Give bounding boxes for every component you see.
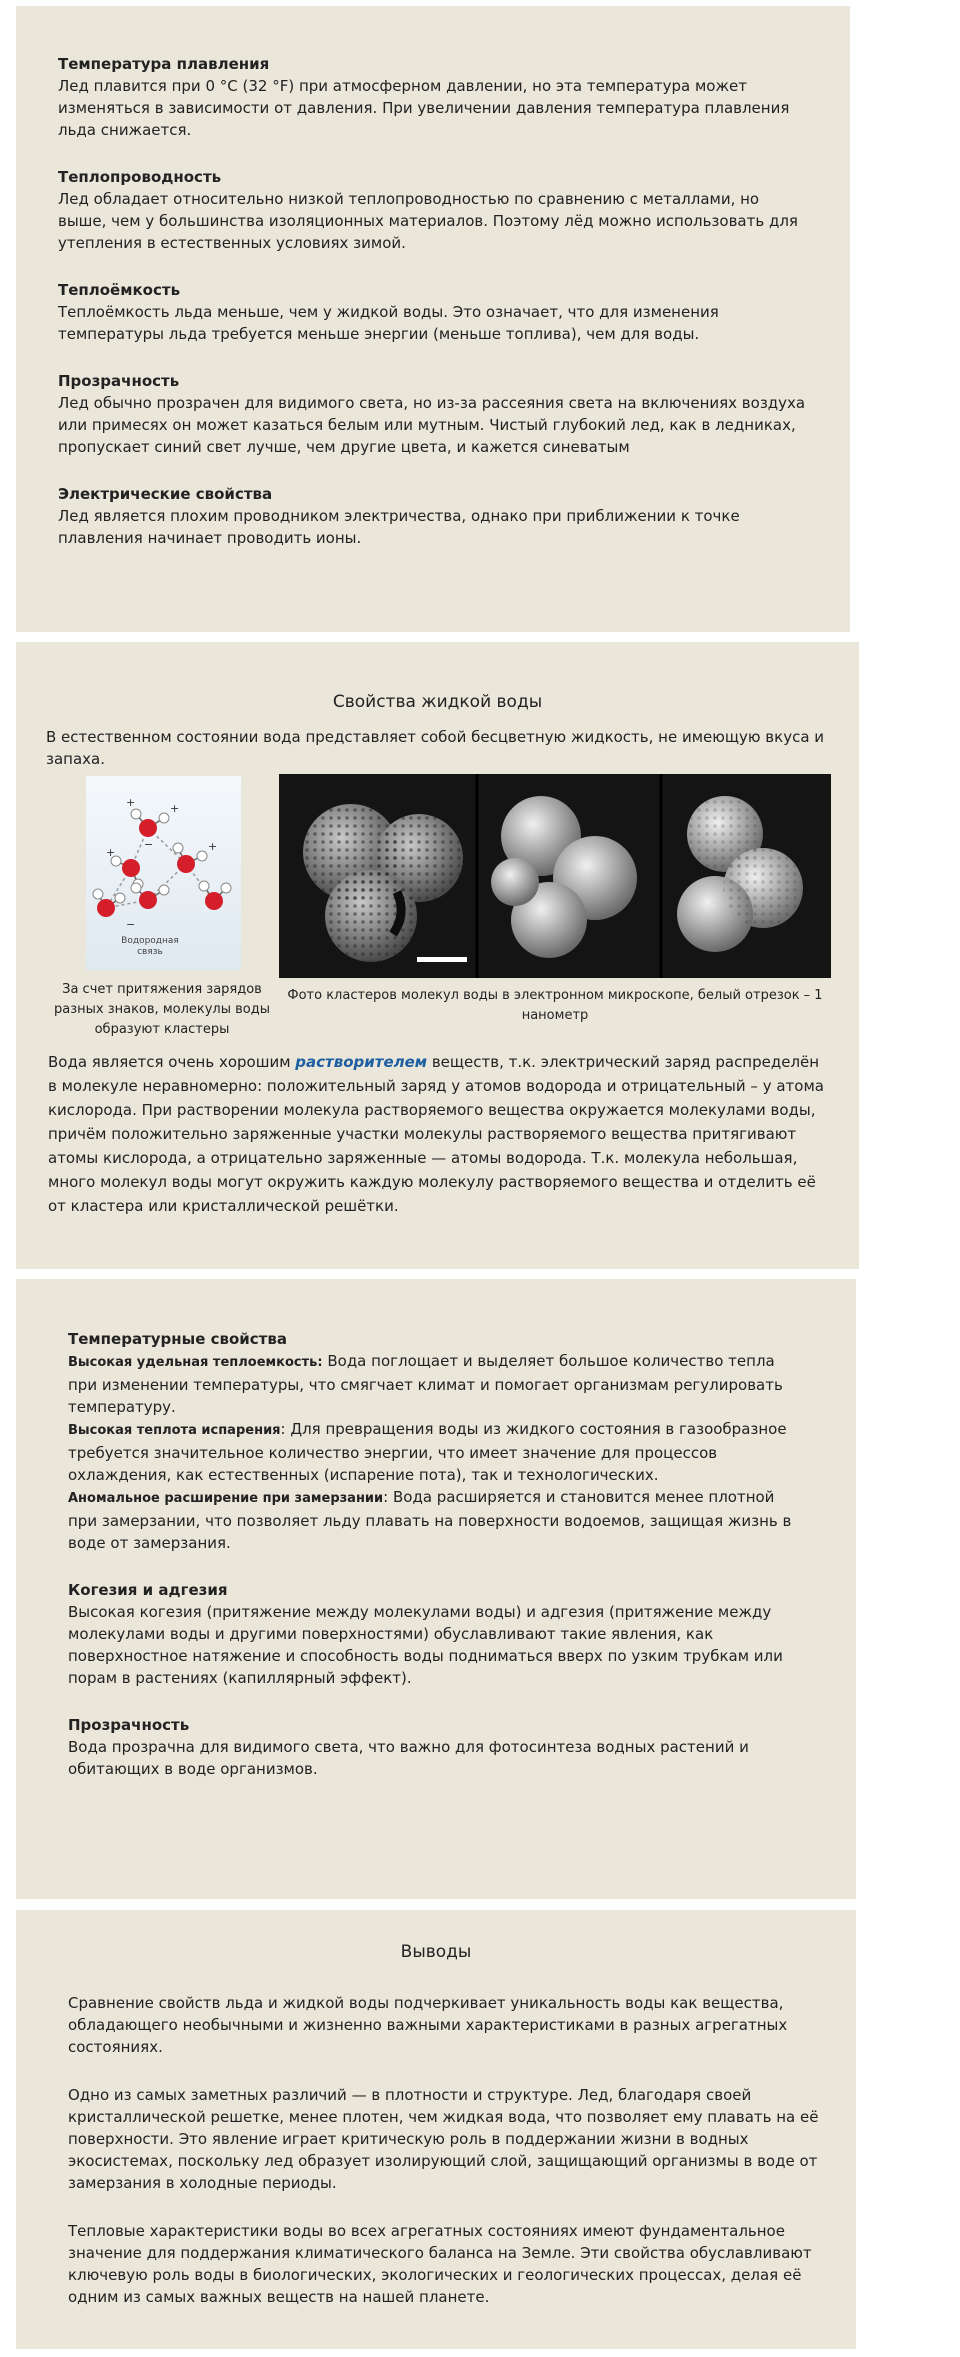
section-text: Лед плавится при 0 °C (32 °F) при атмосферном давлении, но эта температура может изменяться в зависимости от давления. При увеличении давления температура плавления льда снижается. [58, 77, 790, 139]
item-term: Аномальное расширение при замерзании [68, 1491, 384, 1506]
conclusions-panel [16, 1910, 856, 2349]
water-cluster-micrographs [279, 774, 831, 978]
ice-transparency-section [58, 371, 808, 458]
conclusion-paragraph: Тепловые характеристики воды во всех агрегатных состояниях имеют фундаментальное значение для поддержания климатического баланса на Земле. Эти свойства обуславливают ключевую роль воды в биологических, экологических и геологических процессах, делая её одним из самых важных веществ на нашей планете. [68, 2222, 812, 2306]
paragraph-text: Вода является очень хорошим [48, 1053, 296, 1071]
ice-heat-capacity-section [58, 280, 808, 345]
conclusion-paragraph: Сравнение свойств льда и жидкой воды подчеркивает уникальность воды как вещества, обладающего необычными и жизненно важными характеристиками в разных агрегатных состояниях. [68, 1994, 788, 2056]
section-heading: Теплопроводность [58, 168, 222, 186]
svg-text:−: − [126, 918, 136, 931]
paragraph-text: веществ, т.к. электрический заряд распределён в молекуле неравномерно: положительный заряд у атомов водорода и отрицательный – у атома кислорода. При растворении молекула растворяемого вещества окружается молекулами воды, причём положительно заряженные участки молекулы растворяемого вещества притягивают атомы кислорода, а отрицательно заряженные — атомы водорода. Т.к. молекула небольшая, много молекул воды могут окружить каждую молекулу растворяемого вещества и отделить её от кластера или кристаллической решётки. [48, 1053, 824, 1215]
item-text: : Вода расширяется и становится менее плотной при замерзании, что позволяет льду плавать на поверхности водоемов, защищая жизнь в воде от замерзания. [68, 1488, 792, 1552]
conclusions-text [68, 1992, 828, 2334]
water-properties-panel [16, 1279, 856, 1899]
section-heading: Когезия и адгезия [68, 1581, 228, 1599]
ice-electrical-section [58, 484, 808, 549]
transparency-section [68, 1715, 804, 1780]
section-text: Лед является плохим проводником электричества, однако при приближении к точке плавления начинает проводить ионы. [58, 507, 740, 547]
solvent-keyword: растворителем [295, 1053, 428, 1071]
item-term: Высокая удельная теплоемкость: [68, 1355, 323, 1370]
intro-text: В естественном состоянии вода представляет собой бесцветную жидкость, не имеющую вкуса и запаха. [46, 728, 825, 768]
section-heading: Температура плавления [58, 55, 270, 73]
item-term: Высокая теплота испарения [68, 1423, 281, 1438]
thermal-item [68, 1486, 804, 1554]
svg-text:+: + [208, 840, 218, 853]
conclusion-paragraph: Одно из самых заметных различий — в плотности и структуре. Лед, благодаря своей кристаллической решетке, менее плотен, чем жидкая вода, что позволяет ему плавать на её поверхности. Это явление играет критическую роль в поддержании жизни в водных экосистемах, поскольку лед образует изолирующий слой, защищающий организмы в воде от замерзания в холодные периоды. [68, 2086, 819, 2192]
item-text: Вода поглощает и выделяет большое количество тепла при изменении температуры, что смягчает климат и помогает организмам регулировать температуру. [68, 1352, 783, 1416]
thermal-item [68, 1350, 804, 1418]
svg-text:+: + [170, 802, 180, 815]
section-text: Лед обладает относительно низкой теплопроводностью по сравнению с металлами, но выше, чем у большинства изоляционных материалов. Поэтому лёд можно использовать для утепления в естественных условиях зимой. [58, 190, 798, 252]
electron-microscope-photo [279, 774, 831, 978]
section-text: Высокая когезия (притяжение между молекулами воды) и адгезия (притяжение между молекулами воды и другими поверхностями) обуславливают такие явления, как поверхностное натяжение и способность воды подниматься вверх по узким трубкам или порам в растениях (капиллярный эффект). [68, 1603, 783, 1687]
svg-text:+: + [106, 846, 116, 859]
diagram-label: Водородная связь [121, 936, 179, 957]
svg-text:−: − [144, 838, 154, 851]
panel-title: Свойства жидкой воды [332, 692, 543, 712]
section-heading: Температурные свойства [68, 1330, 287, 1348]
section-text: Лед обычно прозрачен для видимого света, но из-за рассеяния света на включениях воздуха или примесях он может казаться белым или мутным. Чистый глубокий лед, как в ледниках, пропускает синий свет лучше, чем другие цвета, и кажется синеватым [58, 394, 806, 456]
ice-properties-panel [16, 6, 850, 632]
section-heading: Теплоёмкость [58, 281, 181, 299]
liquid-water-panel [16, 642, 859, 1269]
panel-title: Выводы [400, 1942, 472, 1962]
cohesion-section [68, 1580, 804, 1689]
solvent-paragraph [48, 1050, 828, 1218]
hydrogen-bond-diagram [86, 776, 241, 970]
photo-caption: Фото кластеров молекул воды в электронном микроскопе, белый отрезок – 1 нанометр [287, 988, 823, 1023]
section-heading: Электрические свойства [58, 485, 273, 503]
section-heading: Прозрачность [68, 1716, 190, 1734]
ice-conductivity-section [58, 167, 808, 254]
svg-text:+: + [126, 796, 136, 809]
thermal-item [68, 1418, 804, 1486]
diagram-caption: За счет притяжения зарядов разных знаков, молекулы воды образуют кластеры [53, 982, 271, 1037]
section-text: Вода прозрачна для видимого света, что важно для фотосинтеза водных растений и обитающих в воде организмов. [68, 1738, 749, 1778]
ice-melting-section [58, 54, 808, 141]
section-heading: Прозрачность [58, 372, 180, 390]
item-text: : Для превращения воды из жидкого состояния в газообразное требуется значительное количество энергии, что имеет значение для процессов охлаждения, как естественных (испарение пота), так и технологических. [68, 1420, 787, 1484]
thermal-section [68, 1329, 804, 1554]
section-text: Теплоёмкость льда меньше, чем у жидкой воды. Это означает, что для изменения температуры льда требуется меньше энергии (меньше топлива), чем для воды. [58, 303, 719, 343]
